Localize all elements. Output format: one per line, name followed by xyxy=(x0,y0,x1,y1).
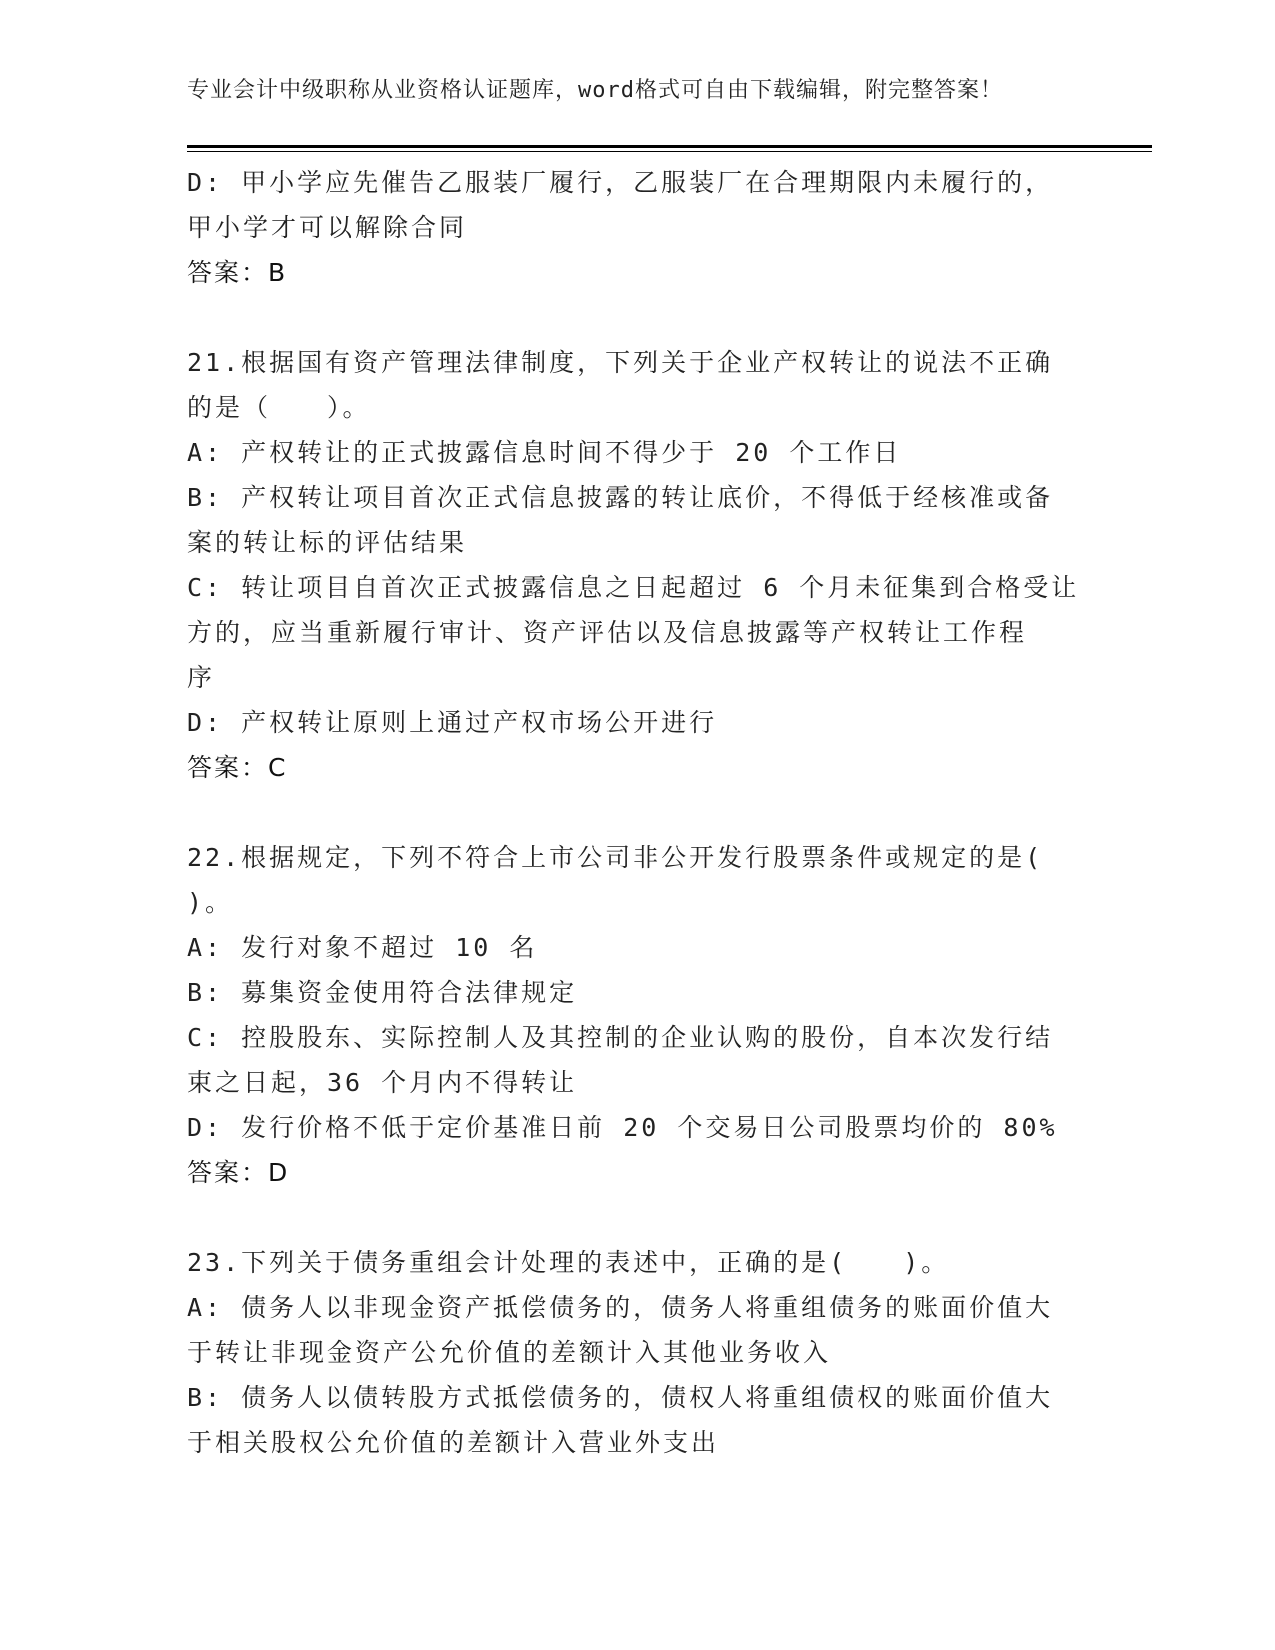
option-d: D: 发行价格不低于定价基准日前 20 个交易日公司股票均价的 80% xyxy=(187,1113,1058,1142)
option-a: A: 产权转让的正式披露信息时间不得少于 20 个工作日 xyxy=(187,438,902,467)
answer-label: 答案：C xyxy=(187,753,288,782)
page-header: 专业会计中级职称从业资格认证题库，word格式可自由下载编辑，附完整答案！ xyxy=(187,78,1003,103)
option-c-line-1: C: 转让项目自首次正式披露信息之日起超过 6 个月未征集到合格受让 xyxy=(187,573,1080,602)
question-stem-line-2: )。 xyxy=(187,888,234,917)
header-divider xyxy=(187,145,1152,148)
question-20-tail xyxy=(187,160,1087,295)
question-content xyxy=(187,160,1087,1465)
spacer xyxy=(187,295,1087,340)
option-b-line-2: 于相关股权公允价值的差额计入营业外支出 xyxy=(187,1428,720,1457)
answer-label: 答案：D xyxy=(187,1158,290,1187)
header-divider-thin xyxy=(187,151,1152,152)
question-stem-line-2: 的是（ ）。 xyxy=(187,393,371,422)
option-d: D: 产权转让原则上通过产权市场公开进行 xyxy=(187,708,718,737)
option-b-line-1: B: 产权转让项目首次正式信息披露的转让底价，不得低于经核准或备 xyxy=(187,483,1054,512)
question-22 xyxy=(187,835,1087,1195)
option-b-line-1: B: 债务人以债转股方式抵偿债务的，债权人将重组债权的账面价值大 xyxy=(187,1383,1054,1412)
option-c-line-3: 序 xyxy=(187,663,216,692)
question-23 xyxy=(187,1240,1087,1465)
option-c-line-2: 方的，应当重新履行审计、资产评估以及信息披露等产权转让工作程 xyxy=(187,618,1028,647)
option-a-line-1: A: 债务人以非现金资产抵偿债务的，债务人将重组债务的账面价值大 xyxy=(187,1293,1054,1322)
question-stem: 23.下列关于债务重组会计处理的表述中，正确的是( )。 xyxy=(187,1248,950,1277)
question-stem-line-1: 21.根据国有资产管理法律制度，下列关于企业产权转让的说法不正确 xyxy=(187,348,1054,377)
question-stem-line-1: 22.根据规定，下列不符合上市公司非公开发行股票条件或规定的是( xyxy=(187,843,1044,872)
option-c-line-2: 束之日起，36 个月内不得转让 xyxy=(187,1068,578,1097)
answer-label: 答案：B xyxy=(187,258,288,287)
option-d-line-1: D: 甲小学应先催告乙服装厂履行，乙服装厂在合理期限内未履行的， xyxy=(187,168,1054,197)
option-b: B: 募集资金使用符合法律规定 xyxy=(187,978,578,1007)
spacer xyxy=(187,1195,1087,1240)
question-21 xyxy=(187,340,1087,790)
option-d-line-2: 甲小学才可以解除合同 xyxy=(187,213,468,242)
spacer xyxy=(187,790,1087,835)
option-c-line-1: C: 控股股东、实际控制人及其控制的企业认购的股份，自本次发行结 xyxy=(187,1023,1054,1052)
option-b-line-2: 案的转让标的评估结果 xyxy=(187,528,468,557)
option-a-line-2: 于转让非现金资产公允价值的差额计入其他业务收入 xyxy=(187,1338,832,1367)
option-a: A: 发行对象不超过 10 名 xyxy=(187,933,538,962)
